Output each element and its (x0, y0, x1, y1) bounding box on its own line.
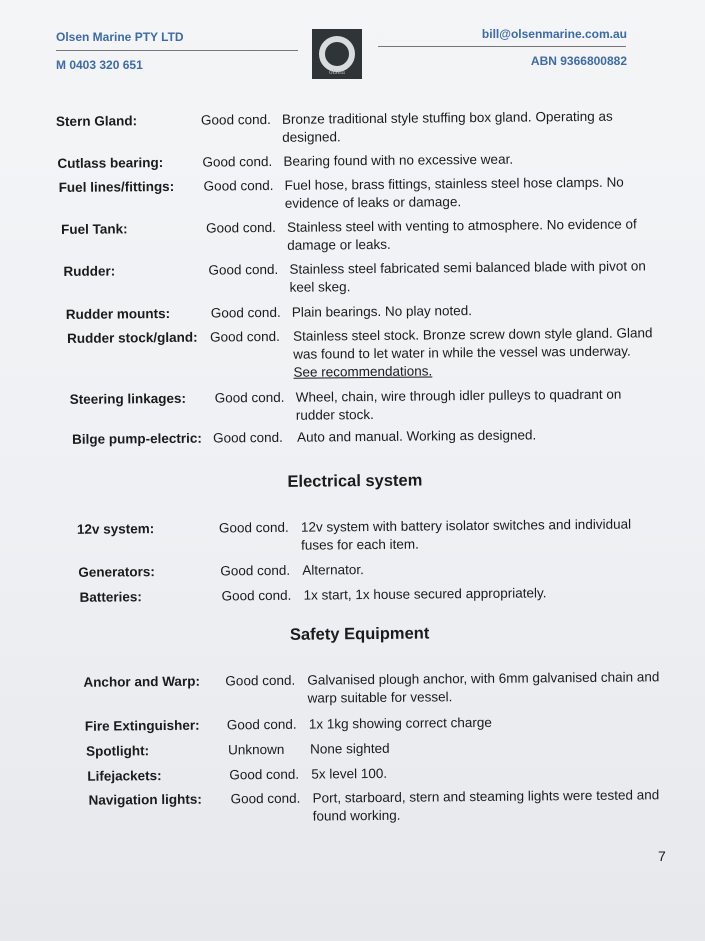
item-description: Galvanised plough anchor, with 6mm galvanised chain and warp suitable for vessel. (307, 669, 660, 706)
item-condition: Good cond. (200, 111, 271, 128)
item-description: Bearing found with no excessive wear. (283, 151, 514, 169)
item-description: None sighted (309, 740, 390, 757)
item-description (293, 324, 654, 381)
item-condition: Good cond. (225, 672, 296, 689)
section-title-safety: Safety Equipment (289, 624, 430, 644)
item-label: 12v system: (76, 521, 155, 537)
item-label: Generators: (78, 564, 155, 580)
item-condition: Good cond. (210, 328, 280, 345)
section-title-electrical: Electrical system (287, 471, 423, 491)
item-label: Stern Gland: (55, 113, 138, 130)
email-address: bill@olsenmarine.com.au (481, 27, 627, 41)
item-description: 12v system with battery isolator switches and individual fuses for each item. (300, 516, 632, 553)
item-description: Bronze traditional style stuffing box gland. Operating as designed. (281, 108, 613, 145)
item-label: Cutlass bearing: (57, 155, 164, 172)
item-description: Wheel, chain, wire through idler pulleys to quadrant on rudder stock. (295, 386, 622, 423)
item-description: Auto and manual. Working as designed. (296, 427, 537, 445)
item-condition: Unknown (227, 741, 285, 758)
item-label: Navigation lights: (88, 791, 202, 808)
item-description: Alternator. (302, 562, 364, 578)
item-label: Fuel Tank: (60, 221, 128, 237)
item-label: Fire Extinguisher: (84, 717, 200, 734)
item-condition: Good cond. (212, 429, 283, 446)
item-label: Anchor and Warp: (83, 673, 200, 690)
company-name: Olsen Marine PTY LTD (56, 30, 184, 44)
item-description: Fuel hose, brass fittings, stainless steel hose clamps. No evidence of leaks or damage. (284, 174, 624, 211)
item-label: Steering linkages: (69, 390, 187, 407)
item-description-text: Stainless steel stock. Bronze screw down style gland. Gland was found to let water in while the vessel was underway. (293, 325, 653, 362)
mobile-number: M 0403 320 651 (56, 58, 143, 72)
item-condition: Good cond. (221, 587, 292, 604)
item-description: 1x start, 1x house secured appropriately. (303, 585, 547, 603)
item-condition: Good cond. (208, 261, 279, 278)
item-condition: Good cond. (214, 389, 285, 406)
item-label: Lifejackets: (87, 768, 162, 784)
item-label: Spotlight: (85, 743, 150, 759)
logo-text: olsen (328, 69, 346, 76)
item-label: Rudder mounts: (65, 305, 171, 322)
item-condition: Good cond. (210, 304, 281, 321)
item-condition: Good cond. (205, 219, 276, 236)
item-description: Stainless steel with venting to atmosphere. No evidence of damage or leaks. (286, 216, 637, 253)
item-label: Fuel lines/fittings: (58, 178, 175, 196)
item-condition: Good cond. (229, 766, 300, 783)
abn-number: ABN 9366800882 (530, 54, 627, 68)
item-description: Plain bearings. No play noted. (291, 303, 473, 320)
item-condition: Good cond. (230, 790, 301, 807)
item-label: Batteries: (79, 589, 142, 605)
item-description: 5x level 100. (311, 765, 388, 782)
item-condition: Good cond. (218, 519, 289, 536)
item-label: Rudder stock/gland: (67, 329, 198, 346)
item-description: 1x 1kg showing correct charge (308, 714, 492, 732)
item-condition: Good cond. (220, 562, 291, 579)
item-condition: Good cond. (226, 716, 297, 733)
item-description: Stainless steel fabricated semi balanced blade with pivot on keel skeg. (289, 258, 646, 295)
item-label: Bilge pump-electric: (71, 430, 202, 447)
item-condition: Good cond. (203, 177, 274, 194)
page-number: 7 (658, 848, 666, 864)
item-label: Rudder: (63, 263, 116, 279)
item-description: Port, starboard, stern and steaming lights were tested and found working. (312, 787, 660, 824)
item-condition: Good cond. (202, 153, 273, 170)
see-recommendations-link[interactable]: See recommendations. (293, 363, 433, 380)
